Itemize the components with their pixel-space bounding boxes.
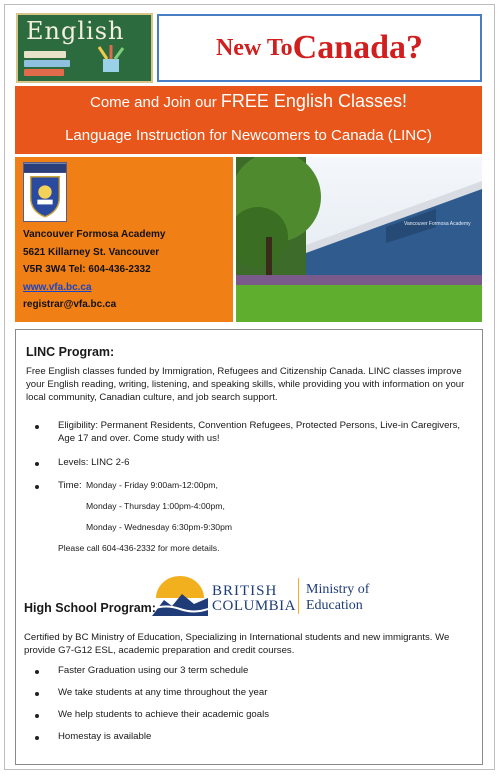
bc-sun-mountain-icon (152, 576, 208, 616)
building-sign: Vancouver Formosa Academy (404, 221, 471, 227)
school-website-link[interactable]: www.vfa.bc.ca (23, 281, 92, 293)
ministry-line1: Ministry of (306, 582, 370, 597)
linc-call-note: Please call 604-436-2332 for more details. (58, 543, 220, 553)
banner-line2: Language Instruction for Newcomers to Canada (LINC) (65, 127, 432, 144)
ministry-line2: Education (306, 598, 363, 613)
bullet-dot (35, 462, 39, 466)
linc-description: Free English classes funded by Immigration, Refugees and Citizenship Canada. LINC classes improve your English reading, writing, listening, and speaking skills, while providing you with information on your local community, Canadian culture, and job search support. (26, 366, 465, 403)
bullet-dot (35, 485, 39, 489)
title-box (157, 14, 482, 82)
bullet-dot (35, 692, 39, 696)
academy-crest-icon (23, 162, 67, 222)
highschool-bullet: We take students at any time throughout the year (58, 687, 268, 698)
banner-prefix: Come and Join our (90, 94, 221, 111)
logo-divider (298, 578, 299, 614)
bullet-dot (35, 714, 39, 718)
linc-heading: LINC Program: (26, 345, 115, 359)
bc-ministry-logo (152, 574, 382, 618)
highschool-bullet: Homestay is available (58, 731, 152, 742)
school-address: 5621 Killarney St. Vancouver (23, 246, 160, 258)
highschool-bullet: We help students to achieve their academic goals (58, 709, 270, 720)
schedule-line: Monday - Wednesday 6:30pm-9:30pm (86, 522, 233, 532)
linc-levels: Levels: LINC 2-6 (58, 457, 130, 468)
highschool-bullet: Faster Graduation using our 3 term schedule (58, 665, 249, 676)
school-postal-phone: V5R 3W4 Tel: 604-436-2332 (23, 264, 151, 275)
banner-emphasis: FREE English Classes! (220, 91, 407, 111)
bullet-dot (35, 425, 39, 429)
schedule-line: Monday - Thursday 1:00pm-4:00pm, (86, 501, 225, 511)
bullet-dot (35, 670, 39, 674)
highschool-heading: High School Program: (24, 601, 156, 615)
bullet-dot (35, 736, 39, 740)
title-part2: Canada? (292, 29, 424, 66)
school-building-photo (236, 157, 482, 322)
school-info-panel (15, 157, 233, 322)
linc-time-label: Time: (58, 480, 82, 491)
books-icon (24, 49, 70, 75)
orange-banner (15, 86, 482, 154)
school-email[interactable]: registrar@vfa.bc.ca (23, 299, 117, 310)
bc-line1: BRITISH (212, 583, 278, 599)
title-part1: New To (215, 34, 293, 61)
highschool-certification: Certified by BC Ministry of Education, Specializing in International students and new immigrants. We provide G7-G12 ESL, academic preparation and credit courses. (24, 632, 450, 656)
linc-eligibility: Eligibility: Permanent Residents, Convention Refugees, Protected Persons, Live-in Caregivers, Age 17 and over. Come study with us! (58, 420, 461, 444)
bc-line2: COLUMBIA (212, 598, 297, 614)
schedule-line: Monday - Friday 9:00am-12:00pm, (86, 480, 218, 490)
school-contact-lines (23, 226, 165, 314)
logo-word: English (26, 17, 125, 45)
banner-line1 (15, 91, 482, 112)
pencil-cup-icon (89, 45, 133, 73)
english-logo (16, 13, 153, 83)
school-name: Vancouver Formosa Academy (23, 229, 166, 240)
